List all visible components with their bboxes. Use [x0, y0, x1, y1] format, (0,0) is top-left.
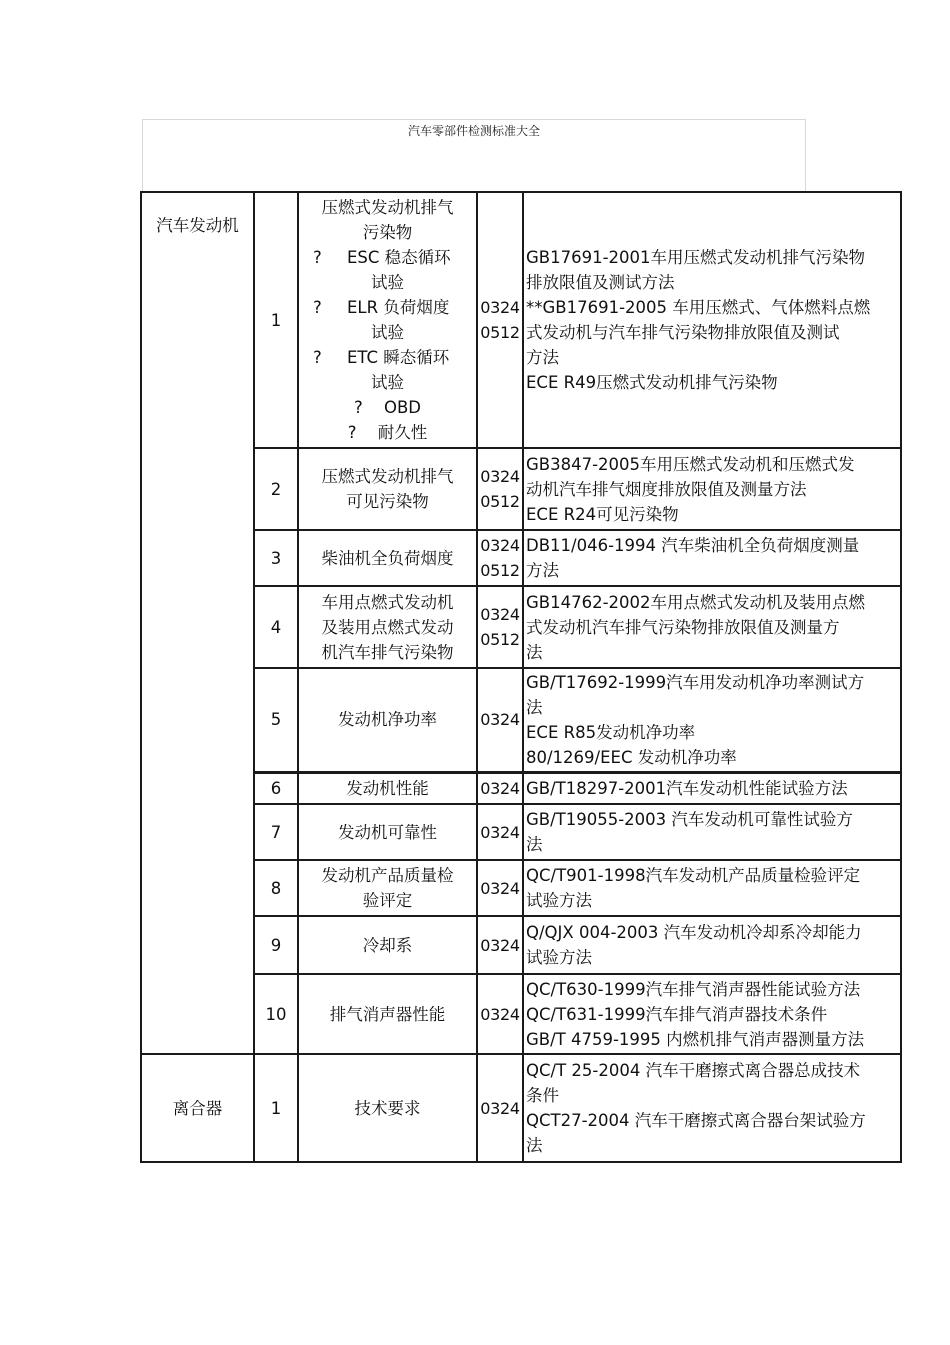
test-item-line: 柴油机全负荷烟度 — [321, 548, 454, 568]
lab-code-value: 0324 — [480, 822, 520, 842]
standard-references — [523, 772, 901, 804]
standard-line: QC/T630-1999汽车排气消声器性能试验方法 — [526, 979, 861, 999]
standard-line: ECE R24可见污染物 — [526, 504, 679, 524]
lab-code — [477, 860, 523, 916]
document-header-box — [142, 119, 806, 191]
standard-line: 法 — [526, 1136, 543, 1155]
row-number: 1 — [254, 1054, 298, 1162]
lab-code-value: 0324 — [480, 878, 520, 898]
test-sub-item-text: ESC 稳态循环 — [347, 248, 451, 267]
standard-references — [523, 804, 901, 860]
test-sub-item-text: 试验 — [371, 323, 404, 342]
row-number: 8 — [254, 860, 298, 916]
category-engine: 汽车发动机 — [141, 192, 254, 1054]
test-item-line: 排气消声器性能 — [329, 1004, 446, 1024]
table-row — [141, 772, 901, 804]
test-item-line: 污染物 — [362, 223, 413, 242]
test-item-line: 压燃式发动机排气 — [321, 198, 454, 217]
test-item — [298, 916, 477, 974]
standard-line: QC/T901-1998汽车发动机产品质量检验评定 — [526, 866, 861, 885]
standard-line: 试验方法 — [526, 948, 592, 967]
standard-line: 试验方法 — [526, 891, 592, 910]
standard-references — [523, 192, 901, 448]
standard-references — [523, 530, 901, 586]
test-item — [298, 1054, 477, 1162]
standard-line: GB/T18297-2001汽车发动机性能试验方法 — [526, 778, 848, 798]
lab-code — [477, 586, 523, 668]
test-sub-item — [301, 295, 474, 320]
test-sub-item — [301, 395, 474, 420]
row-number: 10 — [254, 974, 298, 1054]
table-row — [141, 860, 901, 916]
table-row — [141, 586, 901, 668]
lab-code-value: 0324 — [480, 1098, 520, 1118]
standard-line: DB11/046-1994 汽车柴油机全负荷烟度测量 — [526, 536, 860, 555]
bullet-marker: ? — [313, 248, 322, 267]
standard-line: GB17691-2001车用压燃式发动机排气污染物 — [526, 248, 866, 267]
test-item — [298, 668, 477, 772]
standard-line: QC/T 25-2004 汽车干磨擦式离合器总成技术 — [526, 1061, 861, 1080]
standard-line: GB3847-2005车用压燃式发动机和压燃式发 — [526, 454, 855, 474]
lab-code-value: 0324 — [480, 778, 520, 798]
lab-code-value: 0512 — [480, 630, 520, 649]
test-sub-item-text: ELR 负荷烟度 — [347, 298, 450, 317]
test-sub-item-text: 试验 — [371, 273, 404, 292]
row-number: 1 — [254, 192, 298, 448]
lab-code — [477, 668, 523, 772]
category-clutch: 离合器 — [141, 1054, 254, 1162]
test-item — [298, 530, 477, 586]
lab-code-value: 0324 — [480, 536, 520, 555]
lab-code-value: 0324 — [480, 298, 520, 317]
standard-line: 法 — [526, 835, 543, 854]
test-item — [298, 448, 477, 530]
lab-code-value: 0324 — [480, 467, 520, 486]
test-sub-item-text: ETC 瞬态循环 — [347, 348, 450, 367]
lab-code — [477, 448, 523, 530]
standards-table — [140, 191, 902, 1163]
row-number: 7 — [254, 804, 298, 860]
test-item — [298, 192, 477, 448]
row-number: 4 — [254, 586, 298, 668]
lab-code — [477, 1054, 523, 1162]
lab-code — [477, 916, 523, 974]
standard-line: 方法 — [526, 561, 559, 580]
test-item-line: 压燃式发动机排气 — [321, 467, 454, 486]
test-item-line: 技术要求 — [354, 1098, 421, 1118]
test-item — [298, 860, 477, 916]
test-item-line: 发动机产品质量检 — [321, 866, 454, 885]
standard-line: 法 — [526, 697, 543, 717]
lab-code-value: 0512 — [480, 323, 520, 342]
table-row — [141, 668, 901, 772]
test-sub-item — [301, 245, 474, 270]
test-item-line: 机汽车排气污染物 — [321, 642, 454, 662]
lab-code-value: 0324 — [480, 710, 520, 730]
lab-code — [477, 772, 523, 804]
table-row — [141, 804, 901, 860]
standard-line: **GB17691-2005 车用压燃式、气体燃料点燃 — [526, 298, 871, 317]
test-item — [298, 772, 477, 804]
document-title: 汽车零部件检测标准大全 — [407, 124, 540, 138]
standard-line: 法 — [526, 642, 543, 662]
standard-references — [523, 974, 901, 1054]
bullet-marker: ? — [313, 298, 322, 317]
standard-line: ECE R49压燃式发动机排气污染物 — [526, 373, 778, 392]
test-item-line: 车用点燃式发动机 — [321, 592, 454, 612]
standard-references — [523, 586, 901, 668]
standard-line: ECE R85发动机净功率 — [526, 722, 696, 742]
standard-line: GB/T 4759-1995 内燃机排气消声器测量方法 — [526, 1029, 865, 1049]
standard-line: 式发动机与汽车排气污染物排放限值及测试 — [526, 323, 840, 342]
test-sub-item-text: 耐久性 — [377, 423, 428, 442]
standard-line: 条件 — [526, 1086, 559, 1105]
table-row — [141, 1054, 901, 1162]
lab-code-value: 0324 — [480, 935, 520, 955]
test-item-line: 冷却系 — [362, 935, 413, 955]
standard-line: 动机汽车排气烟度排放限值及测量方法 — [526, 479, 807, 499]
test-item-line: 及装用点燃式发动 — [321, 617, 454, 637]
test-sub-item-text: OBD — [383, 398, 421, 417]
standard-references — [523, 1054, 901, 1162]
standard-references — [523, 916, 901, 974]
standard-references — [523, 448, 901, 530]
table-row — [141, 448, 901, 530]
test-item — [298, 974, 477, 1054]
standard-references — [523, 860, 901, 916]
standard-line: 式发动机汽车排气污染物排放限值及测量方 — [526, 617, 840, 637]
bullet-marker: ? — [347, 423, 357, 442]
table-row — [141, 192, 901, 448]
test-item-line: 发动机性能 — [346, 778, 429, 798]
lab-code-value: 0324 — [480, 605, 520, 624]
row-number: 9 — [254, 916, 298, 974]
row-number: 2 — [254, 448, 298, 530]
standard-line: GB14762-2002车用点燃式发动机及装用点燃 — [526, 592, 866, 612]
test-item — [298, 586, 477, 668]
standard-references — [523, 668, 901, 772]
test-item-line: 发动机可靠性 — [338, 822, 437, 842]
table-row — [141, 916, 901, 974]
test-item-line: 可见污染物 — [346, 492, 429, 511]
standard-line: 80/1269/EEC 发动机净功率 — [526, 747, 737, 767]
bullet-marker: ? — [353, 398, 363, 417]
test-item-line: 发动机净功率 — [338, 710, 437, 730]
bullet-marker: ? — [313, 348, 322, 367]
standard-line: Q/QJX 004-2003 汽车发动机冷却系冷却能力 — [526, 923, 862, 942]
lab-code-value: 0324 — [480, 1004, 520, 1024]
standard-line: QCT27-2004 汽车干磨擦式离合器台架试验方 — [526, 1111, 866, 1130]
row-number: 3 — [254, 530, 298, 586]
lab-code-value: 0512 — [480, 561, 520, 580]
lab-code — [477, 530, 523, 586]
lab-code — [477, 192, 523, 448]
lab-code — [477, 804, 523, 860]
test-sub-item — [301, 420, 474, 445]
test-sub-item — [301, 345, 474, 370]
standard-line: GB/T17692-1999汽车用发动机净功率测试方 — [526, 672, 865, 692]
table-row — [141, 974, 901, 1054]
standard-line: 排放限值及测试方法 — [526, 273, 675, 292]
test-item-line: 验评定 — [362, 891, 413, 910]
lab-code-value: 0512 — [480, 492, 520, 511]
lab-code — [477, 974, 523, 1054]
table-row — [141, 530, 901, 586]
test-item — [298, 804, 477, 860]
row-number: 5 — [254, 668, 298, 772]
standard-line: 方法 — [526, 348, 559, 367]
row-number: 6 — [254, 772, 298, 804]
standard-line: QC/T631-1999汽车排气消声器技术条件 — [526, 1004, 828, 1024]
standard-line: GB/T19055-2003 汽车发动机可靠性试验方 — [526, 810, 853, 829]
test-sub-item-text: 试验 — [371, 373, 404, 392]
